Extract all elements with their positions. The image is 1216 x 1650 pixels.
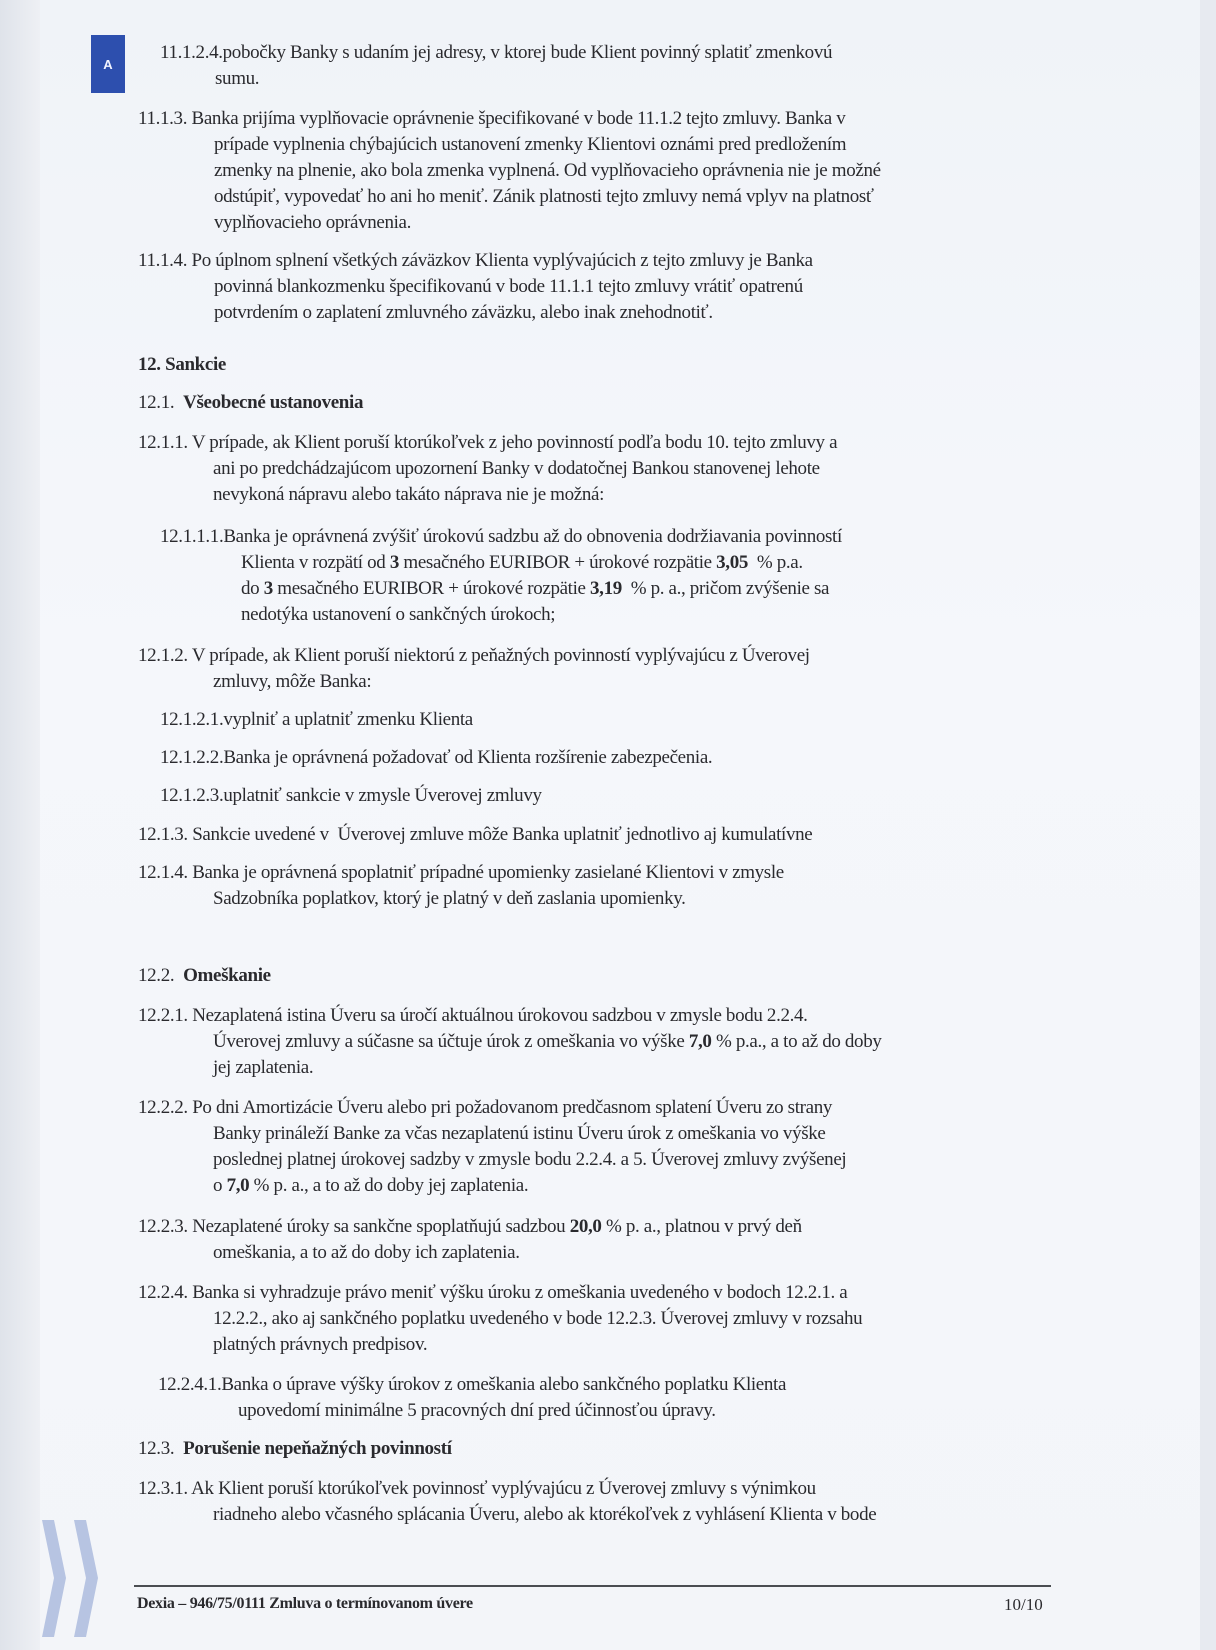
clause-text: prípade vyplnenia chýbajúcich ustanovení zmenky Klientovi oznámi pred predložením — [214, 134, 847, 155]
clause-11-1-2-4 — [160, 40, 832, 66]
clause-12-1-2 — [138, 643, 810, 669]
clause-12-1-2-2 — [160, 745, 712, 771]
clause-text: Sankcie uvedené v Úverovej zmluve môže Banka uplatniť jednotlivo aj kumulatívne — [192, 824, 813, 845]
clause-11-1-3 — [138, 106, 845, 132]
subsection-title: Omeškanie — [183, 965, 271, 986]
clause-number: 12.1.2.3. — [160, 785, 224, 806]
clause-text: uplatniť sankcie v zmysle Úverovej zmluvy — [223, 785, 542, 806]
clause-text: vyplňovacieho oprávnenia. — [214, 212, 412, 233]
text-run: o — [213, 1175, 227, 1196]
clause-12-1-1 — [138, 430, 837, 456]
text-run: Klienta v rozpätí od — [241, 552, 390, 573]
clause-text: platných právnych predpisov. — [213, 1334, 428, 1355]
subsection-title: Porušenie nepeňažných povinností — [183, 1438, 452, 1459]
clause-text: vyplniť a uplatniť zmenku Klienta — [223, 709, 473, 730]
section-heading-12: 12. Sankcie — [138, 354, 226, 375]
spread-to: 3,19 — [590, 578, 622, 599]
clause-text: Banky prináleží Banke za včas nezaplatenú istinu Úveru úrok z omeškania vo výške — [213, 1123, 826, 1144]
clause-number: 12.1.4. — [138, 862, 188, 883]
clause-number: 12.2.4. — [138, 1282, 188, 1303]
footer-divider — [134, 1585, 1051, 1587]
euribor-months: 3 — [389, 552, 399, 573]
clause-text: povinná blankozmenku špecifikovanú v bode 11.1.1 tejto zmluvy vrátiť opatrenú — [214, 276, 803, 297]
chevron-right-icon — [74, 1520, 98, 1637]
clause-text: pobočky Banky s udaním jej adresy, v ktorej bude Klient povinný splatiť zmenkovú — [222, 42, 833, 63]
clause-12-1-1-1 — [160, 524, 842, 550]
page-margin-right — [1200, 0, 1216, 1650]
clause-12-2-3 — [138, 1214, 802, 1240]
clause-text: V prípade, ak Klient poruší ktorúkoľvek z jeho povinností podľa bodu 10. tejto zmluvy a — [191, 432, 838, 453]
clause-text: nedotýka ustanovení o sankčných úrokoch; — [241, 604, 556, 625]
clause-text: Po dni Amortizácie Úveru alebo pri požadovanom predčasnom splatení Úveru zo strany — [192, 1097, 833, 1118]
page-number: 10/10 — [1004, 1595, 1043, 1614]
text-run: % p. a., pričom zvýšenie sa — [621, 578, 830, 599]
clause-number: 12.1.2.1. — [160, 709, 224, 730]
subsection-title: Všeobecné ustanovenia — [183, 392, 364, 413]
clause-text: ani po predchádzajúcom upozornení Banky v dodatočnej Bankou stanovenej lehote — [213, 458, 820, 479]
clause-text: nevykoná nápravu alebo takáto náprava nie je možná: — [213, 484, 605, 505]
text-run: Nezaplatené úroky sa sankčne spoplatňujú sadzbou — [192, 1216, 570, 1237]
clause-number: 12.2.3. — [138, 1216, 188, 1237]
text-run: mesačného EURIBOR + úrokové rozpätie — [272, 578, 591, 599]
clause-number: 12.2.2. — [138, 1097, 188, 1118]
subsection-heading-12-1 — [138, 390, 363, 416]
clause-text: zmenky na plnenie, ako bola zmenka vyplnená. Od vyplňovacieho oprávnenia nie je možné — [214, 160, 881, 181]
chevron-right-icon — [42, 1520, 66, 1637]
clause-number: 12.1.1.1. — [160, 526, 224, 547]
clause-text: Banka o úprave výšky úrokov z omeškania alebo sankčného poplatku Klienta — [221, 1374, 787, 1395]
text-run: Úverovej zmluvy a súčasne sa účtuje úrok z omeškania vo výške — [213, 1031, 689, 1052]
section-tab-a — [91, 35, 125, 93]
clause-text — [213, 1029, 882, 1055]
clause-number: 12.1.2. — [138, 645, 188, 666]
euribor-months: 3 — [263, 578, 273, 599]
text-run: % p. a., platnou v prvý deň — [601, 1216, 802, 1237]
page-margin-left — [0, 0, 40, 1650]
clause-number: 12.1.1. — [138, 432, 188, 453]
clause-11-1-4 — [138, 248, 813, 274]
clause-number: 12.2. — [138, 965, 175, 986]
clause-text: Banka je oprávnená spoplatniť prípadné upomienky zasielané Klientovi v zmysle — [192, 862, 784, 883]
footer-document-title: Dexia – 946/75/0111 Zmluva o termínovanom úvere — [137, 1595, 473, 1612]
clause-12-1-3 — [138, 822, 812, 848]
spread-from: 3,05 — [716, 552, 749, 573]
clause-text — [213, 1173, 528, 1199]
clause-number: 12.1. — [138, 392, 175, 413]
clause-number: 12.3.1. — [138, 1478, 188, 1499]
default-interest-rate: 7,0 — [688, 1031, 712, 1052]
clause-text: V prípade, ak Klient poruší niektorú z peňažných povinností vyplývajúcu z Úverovej — [191, 645, 810, 666]
clause-text: riadneho alebo včasného splácania Úveru, alebo ak ktorékoľvek z vyhlásení Klienta v bode — [213, 1504, 877, 1525]
clause-text — [241, 576, 829, 602]
clause-12-2-2 — [138, 1095, 832, 1121]
clause-12-1-2-3 — [160, 783, 542, 809]
clause-text: zmluvy, môže Banka: — [213, 671, 372, 692]
text-run: % p.a. — [748, 552, 803, 573]
clause-text: Sadzobníka poplatkov, ktorý je platný v deň zaslania upomienky. — [213, 888, 686, 909]
text-run: mesačného EURIBOR + úrokové rozpätie — [398, 552, 717, 573]
clause-12-1-4 — [138, 860, 784, 886]
clause-number: 12.1.3. — [138, 824, 188, 845]
text-run: % p. a., a to až do doby jej zaplatenia. — [249, 1175, 529, 1196]
clause-text: upovedomí minimálne 5 pracovných dní pred účinnosťou úpravy. — [238, 1400, 716, 1421]
clause-text: 12.2.2., ako aj sankčného poplatku uvedeného v bode 12.2.3. Úverovej zmluvy v rozsahu — [213, 1308, 863, 1329]
clause-text: Banka je oprávnená požadovať od Klienta rozšírenie zabezpečenia. — [223, 747, 713, 768]
clause-number: 11.1.4. — [138, 250, 188, 271]
clause-text: odstúpiť, vypovedať ho ani ho meniť. Zánik platnosti tejto zmluvy nemá vplyv na platnosť — [214, 186, 874, 207]
subsection-heading-12-2 — [138, 963, 271, 989]
clause-number: 11.1.3. — [138, 108, 188, 129]
clause-text: Ak Klient poruší ktorúkoľvek povinnosť vyplývajúcu z Úverovej zmluvy s výnimkou — [191, 1478, 816, 1499]
clause-text: jej zaplatenia. — [213, 1057, 314, 1078]
clause-text: Banka prijíma vyplňovacie oprávnenie špecifikované v bode 11.1.2 tejto zmluvy. Banka v — [191, 108, 846, 129]
clause-text: potvrdením o zaplatení zmluvného záväzku, alebo inak znehodnotiť. — [214, 302, 713, 323]
clause-12-2-1 — [138, 1003, 808, 1029]
clause-number: 11.1.2.4. — [160, 42, 223, 63]
clause-12-2-4 — [138, 1280, 847, 1306]
text-run: % p.a., a to až do doby — [711, 1031, 882, 1052]
clause-text: omeškania, a to až do doby ich zaplatenia. — [213, 1242, 520, 1263]
clause-text: poslednej platnej úrokovej sadzby v zmysle bodu 2.2.4. a 5. Úverovej zmluvy zvýšenej — [213, 1149, 847, 1170]
clause-12-2-4-1 — [158, 1372, 786, 1398]
clause-text — [241, 550, 803, 576]
clause-text: Banka je oprávnená zvýšiť úrokovú sadzbu až do obnovenia dodržiavania povinností — [223, 526, 842, 547]
default-interest-rate: 7,0 — [226, 1175, 250, 1196]
penalty-rate: 20,0 — [569, 1216, 602, 1237]
clause-text: Banka si vyhradzuje právo meniť výšku úroku z omeškania uvedeného v bodoch 12.2.1. a — [192, 1282, 848, 1303]
clause-number: 12.2.1. — [138, 1005, 188, 1026]
clause-12-3-1 — [138, 1476, 816, 1502]
clause-number: 12.3. — [138, 1438, 175, 1459]
text-run: do — [241, 578, 264, 599]
clause-text: Nezaplatená istina Úveru sa úročí aktuálnou úrokovou sadzbou v zmysle bodu 2.2.4. — [192, 1005, 808, 1026]
section-tab-label: A — [103, 56, 113, 72]
clause-text: Po úplnom splnení všetkých záväzkov Klienta vyplývajúcich z tejto zmluvy je Banka — [191, 250, 813, 271]
clause-12-1-2-1 — [160, 707, 473, 733]
subsection-heading-12-3 — [138, 1436, 452, 1462]
clause-number: 12.2.4.1. — [158, 1374, 222, 1395]
clause-text: sumu. — [215, 68, 260, 89]
clause-number: 12.1.2.2. — [160, 747, 224, 768]
